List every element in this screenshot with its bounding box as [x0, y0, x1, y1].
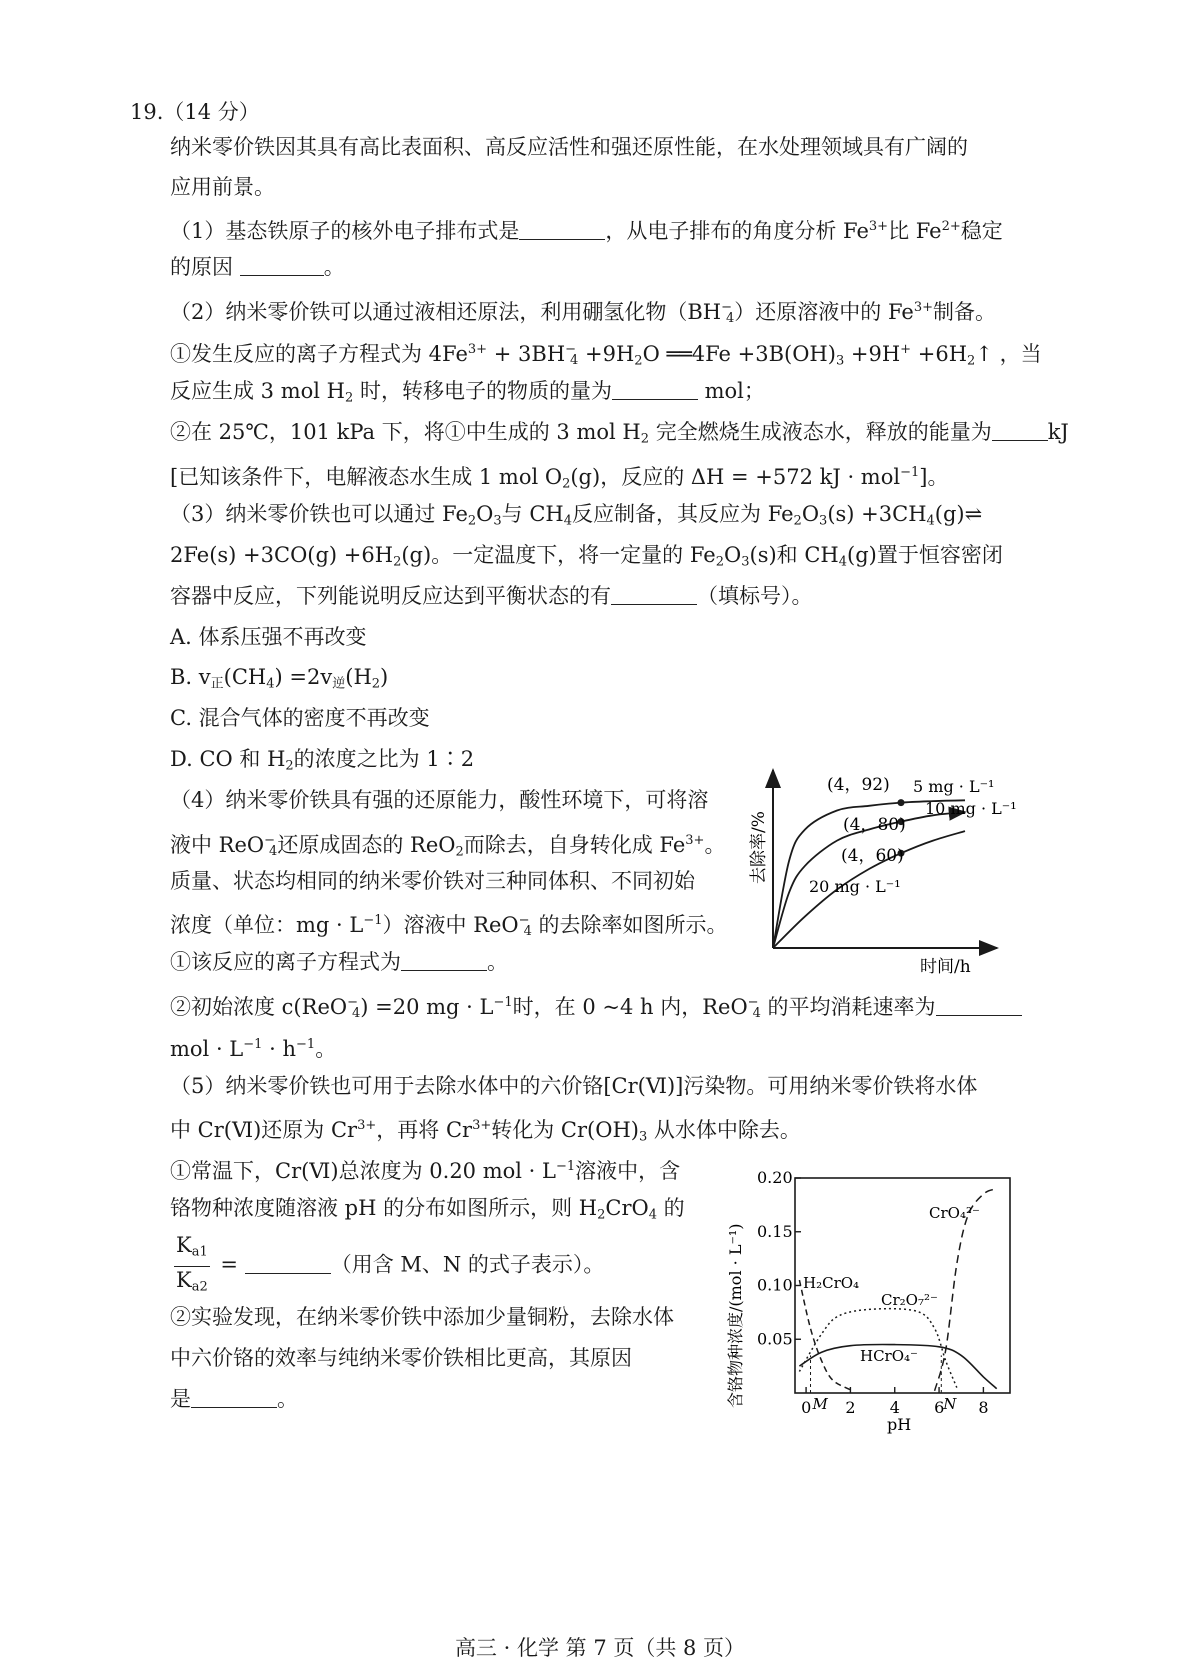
series-label-5mg: 5 mg · L⁻¹: [913, 777, 995, 796]
annotation-4-80: (4，80): [843, 815, 906, 835]
data-point-4-92: [898, 799, 905, 806]
y-tick-label: 0.10: [757, 1275, 793, 1295]
option-c: C. 混合气体的密度不再改变: [170, 706, 430, 730]
x-tick-label: 4: [889, 1398, 900, 1417]
part4-q1: ①该反应的离子方程式为 。: [170, 950, 508, 974]
y-axis-label: 去除率/%: [749, 811, 769, 884]
part5-q2-line-2: 中六价铬的效率与纯纳米零价铁相比更高，其原因: [170, 1346, 632, 1370]
part2-line-5: [已知该条件下，电解液态水生成 1 mol $O_2(g)$，反应的 ΔH = +572 kJ · mol$^{-1}$]。: [170, 464, 949, 492]
part2-line-4: ②在 25℃，101 kPa 下，将①中生成的 3 mol $H_2$ 完全燃烧生成液态水，释放的能量为 kJ: [170, 420, 1069, 447]
series-label-10mg: 10 mg · L⁻¹: [925, 799, 1017, 818]
intro-line-2: 应用前景。: [170, 175, 275, 199]
part4-line-2: 液中 ReO−$_4$还原成固态的 ReO$_2$而除去，自身转化成 $Fe^{3+}$。: [170, 832, 726, 860]
part5-line-2: 中 Cr(Ⅵ)还原为 $Cr^{3+}$，再将 $Cr^{3+}$转化为 $Cr(OH)_3$ 从水体中除去。: [170, 1117, 801, 1145]
answer-blank[interactable]: [240, 253, 324, 276]
part5-line-1: （5）纳米零价铁也可用于去除水体中的六价铬[Cr(Ⅵ)]污染物。可用纳米零价铁将水体: [170, 1074, 978, 1098]
y-axis-label: 含铬物种浓度/(mol · L⁻¹): [726, 1223, 745, 1408]
answer-blank[interactable]: [245, 1251, 331, 1274]
x-tick-label: 8: [978, 1398, 989, 1417]
part2-line-2: ①发生反应的离子方程式为 $4Fe^{3+} + 3BH^-_4 +9H_2O$ ══4Fe $+3B(OH)_3 +9H^+$ $+6H_2↑$ ，当: [170, 341, 1042, 369]
question-number: 19.: [130, 100, 164, 124]
x-tick-label: 6: [934, 1398, 945, 1417]
part5-q2-line-1: ②实验发现，在纳米零价铁中添加少量铜粉，去除水体: [170, 1305, 674, 1329]
part4-q2-unit: mol · $L^{-1} \cdot h^{-1}$。: [170, 1036, 337, 1061]
part4-line-1: （4）纳米零价铁具有强的还原能力，酸性环境下，可将溶: [170, 788, 709, 812]
part5-q1-line-3: $\frac{K_{a1}}{K_{a2}}$ = （用含 M、N 的式子表示）。: [170, 1232, 604, 1300]
page-footer: 高三 · 化学 第 7 页（共 8 页）: [454, 1636, 746, 1660]
series-label-cr2o7: Cr₂O₇²⁻: [881, 1291, 938, 1309]
series-label-hcro4: HCrO₄⁻: [860, 1347, 918, 1365]
question-score: （14 分）: [163, 100, 260, 124]
part3-line-2: $2Fe(s) +3CO(g) +6H_2(g)$。一定温度下，将一定量的 $Fe_2O_3(s)$和 $CH_4(g)$置于恒容密闭: [170, 543, 1003, 570]
series-label-cro4: CrO₄²⁻: [929, 1204, 980, 1222]
y-tick-label: 0.15: [757, 1221, 793, 1241]
x-mark-label: N: [943, 1395, 957, 1413]
intro-line-1: 纳米零价铁因其具有高比表面积、高反应活性和强还原性能，在水处理领域具有广阔的: [170, 135, 968, 159]
series-label-20mg: 20 mg · L⁻¹: [809, 877, 901, 896]
part5-q1-line-1: ①常温下，Cr(Ⅵ)总浓度为 0.20 mol · $L^{-1}$溶液中，含: [170, 1158, 681, 1183]
part5-q2-line-3: 是 。: [170, 1387, 298, 1411]
part1-line-1: （1）基态铁原子的核外电子排布式是 ，从电子排布的角度分析 $Fe^{3+}$比 $Fe^{2+}$稳定: [170, 218, 1003, 243]
part1-line-2: 的原因 。: [170, 255, 345, 279]
part5-q1-line-2: 铬物种浓度随溶液 pH 的分布如图所示，则 $H_2CrO_4$ 的: [170, 1196, 685, 1223]
x-tick-label: 0: [801, 1398, 812, 1417]
x-tick-label: 2: [845, 1398, 856, 1417]
answer-blank[interactable]: [936, 993, 1022, 1016]
part2-line-1: （2）纳米零价铁可以通过液相还原法，利用硼氢化物$(BH^-_4)$还原溶液中的 $Fe^{3+}$制备。: [170, 299, 997, 327]
answer-blank[interactable]: [611, 582, 697, 605]
x-axis-label: pH: [887, 1415, 912, 1434]
option-a: A. 体系压强不再改变: [170, 625, 367, 649]
chromium-species-chart: [715, 1160, 1020, 1435]
answer-blank[interactable]: [992, 418, 1048, 441]
part2-line-3: 反应生成 3 mol $H_2$ 时，转移电子的物质的量为 mol；: [170, 379, 765, 406]
option-d: D. CO 和 $H_2$的浓度之比为 1∶2: [170, 747, 475, 774]
part4-line-4: 浓度（单位：mg · $L^{-1}$）溶液中 ReO−$_4$ 的去除率如图所示。: [170, 912, 728, 940]
answer-blank[interactable]: [401, 948, 487, 971]
series-label-h2cro4: H₂CrO₄: [803, 1274, 860, 1292]
answer-blank[interactable]: [191, 1385, 277, 1408]
question-header: [130, 97, 260, 127]
answer-blank[interactable]: [519, 217, 605, 240]
y-tick-label: 0.20: [757, 1168, 793, 1187]
part3-line-3: 容器中反应，下列能说明反应达到平衡状态的有 （填标号）。: [170, 584, 813, 608]
x-mark-label: M: [812, 1395, 828, 1413]
y-tick-label: 0.05: [757, 1329, 793, 1349]
part3-line-1: （3）纳米零价铁也可以通过 $Fe_2O_3$与 $CH_4$反应制备，其反应为 $Fe_2O_3(s)$ $+3CH_4(g)\rightleftharpoons$: [170, 502, 983, 529]
series-h2cro4: [799, 1280, 850, 1390]
answer-blank[interactable]: [612, 377, 698, 400]
annotation-4-60: (4，60): [841, 846, 904, 866]
annotation-4-92: (4，92): [827, 775, 890, 795]
part4-line-3: 质量、状态均相同的纳米零价铁对三种同体积、不同初始: [170, 869, 695, 893]
ka-fraction: $\frac{K_{a1}}{K_{a2}}$: [176, 1233, 208, 1295]
removal-rate-chart: [735, 762, 1025, 982]
option-b: B. $v_正(CH_4) =2v_逆(H_2)$: [170, 665, 389, 692]
x-axis-label: 时间/h: [920, 957, 971, 977]
part4-q2: ②初始浓度 c(ReO−$_4$) =20 mg · $L^{-1}$时，在 0 ~4 h 内，ReO−$_4$ 的平均消耗速率为: [170, 988, 1022, 1029]
